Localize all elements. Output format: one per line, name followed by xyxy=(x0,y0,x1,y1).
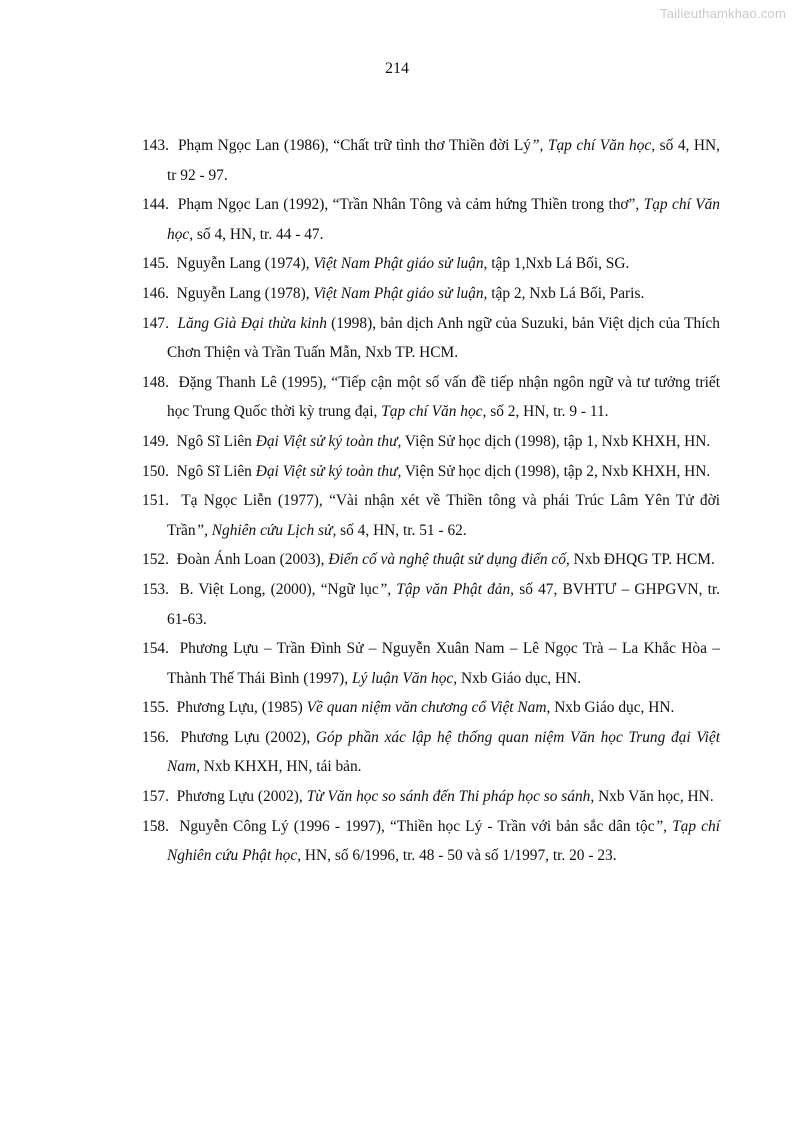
reference-text: Phương Lựu (2002), xyxy=(176,788,307,806)
reference-number: 152. xyxy=(142,551,169,569)
reference-text: Nxb Văn học, HN. xyxy=(594,788,714,806)
reference-number: 145. xyxy=(142,255,169,273)
reference-text: Nxb Giáo dục, HN. xyxy=(457,669,582,687)
reference-title-italic: ”, Nghiên cứu Lịch sử, xyxy=(195,521,337,539)
reference-number: 153. xyxy=(142,580,169,598)
reference-title-italic: ”, Tập văn Phật đản, xyxy=(378,580,515,598)
reference-title-italic: Đại Việt sử ký toàn thư, xyxy=(255,432,402,450)
watermark: Tailieuthamkhao.com xyxy=(660,6,786,21)
reference-text: Nguyễn Lang (1978), xyxy=(176,284,314,302)
reference-number: 154. xyxy=(142,640,169,658)
reference-text: Phương Lựu – Trần Đình Sử – Nguyễn Xuân Nam – Lê Ngọc Trà – La Khắc Hòa – Thành Thế Thái Bình (1997), xyxy=(167,640,720,687)
reference-text: Phương Lựu (2002), xyxy=(180,728,316,746)
reference-text: Phạm Ngọc Lan (1992), “Trần Nhân Tông và cảm hứng Thiền trong thơ”, xyxy=(177,196,644,214)
reference-entry xyxy=(142,279,720,309)
reference-title-italic: Điển cố và nghệ thuật sử dụng điển cố, xyxy=(328,551,570,569)
reference-entry xyxy=(142,190,720,249)
reference-number: 147. xyxy=(142,314,169,332)
reference-number: 146. xyxy=(142,284,169,302)
reference-title-italic: Tạp chí Văn học, xyxy=(381,403,487,421)
reference-text: số 4, HN, tr. 44 - 47. xyxy=(193,225,324,243)
reference-text: Viện Sử học dịch (1998), tập 1, Nxb KHXH, HN. xyxy=(401,432,711,450)
reference-text: tập 1,Nxb Lá Bối, SG. xyxy=(487,255,630,273)
reference-entry xyxy=(142,575,720,634)
reference-title-italic: Lý luận Văn học, xyxy=(351,669,458,687)
reference-title-italic: Đại Việt sử ký toàn thư, xyxy=(255,462,402,480)
reference-entry xyxy=(142,723,720,782)
reference-text: (1998), bản dịch Anh ngữ của Suzuki, bản Việt dịch của Thích Chơn Thiện và Trần Tuấn Mẫn, Nxb TP. HCM. xyxy=(167,314,720,362)
reference-entry xyxy=(142,368,720,427)
reference-entry xyxy=(142,693,720,723)
reference-text: Nguyễn Công Lý (1996 - 1997), “Thiền học Lý - Trần với bản sắc dân tộc xyxy=(179,817,655,835)
reference-text: , Nxb Giáo dục, HN. xyxy=(546,699,675,717)
reference-text: tập 2, Nxb Lá Bối, Paris. xyxy=(487,284,645,302)
reference-number: 144. xyxy=(142,196,169,214)
reference-text: Viện Sử học dịch (1998), tập 2, Nxb KHXH, HN. xyxy=(401,462,711,480)
reference-entry xyxy=(142,309,720,368)
reference-entry xyxy=(142,812,720,871)
reference-text: , HN, số 6/1996, tr. 48 - 50 và số 1/1997, tr. 20 - 23. xyxy=(297,847,617,865)
reference-entry xyxy=(142,545,720,575)
reference-number: 157. xyxy=(142,788,169,806)
reference-text: Đoàn Ánh Loan (2003), xyxy=(176,551,329,569)
reference-title-italic: Việt Nam Phật giáo sử luận, xyxy=(313,255,488,273)
page-number: 214 xyxy=(385,60,409,77)
reference-title-italic: ”, Tạp chí Nghiên cứu Phật học xyxy=(167,817,720,865)
reference-text: Nxb KHXH, HN, tái bản. xyxy=(199,758,362,776)
reference-entry xyxy=(142,427,720,457)
reference-text: số 4, HN, tr. 51 - 62. xyxy=(336,521,467,539)
reference-number: 155. xyxy=(142,699,169,717)
reference-entry xyxy=(142,457,720,487)
reference-number: 156. xyxy=(142,728,169,746)
reference-number: 158. xyxy=(142,817,169,835)
reference-text: Tạ Ngọc Liễn (1977), “Vài nhận xét về Thiền tông và phái Trúc Lâm Yên Tử đời Trần xyxy=(167,492,720,539)
reference-text: số 47, BVHTƯ – GHPGVN, tr. 61-63. xyxy=(167,580,720,628)
reference-text: Phạm Ngọc Lan (1986), “Chất trữ tình thơ Thiền đời Lý xyxy=(178,137,531,154)
reference-number: 150. xyxy=(142,462,169,480)
reference-number: 149. xyxy=(142,432,169,450)
reference-title-italic: Góp phần xác lập hệ thống quan niệm Văn học Trung đại Việt Nam, xyxy=(167,728,720,776)
reference-text: Đặng Thanh Lê (1995), “Tiếp cận một số vấn đề tiếp nhận ngôn ngữ và tư tưởng triết học Trung Quốc thời kỳ trung đại, xyxy=(167,373,720,421)
reference-text: Nguyễn Lang (1974), xyxy=(176,255,314,273)
reference-text: Nxb ĐHQG TP. HCM. xyxy=(569,551,715,569)
reference-entry xyxy=(142,782,720,812)
reference-number: 151. xyxy=(142,492,169,510)
reference-entry xyxy=(142,634,720,693)
reference-title-italic: Từ Văn học so sánh đến Thi pháp học so sánh, xyxy=(306,788,595,806)
reference-entry xyxy=(142,486,720,545)
reference-text: Phương Lựu, (1985) xyxy=(176,699,307,717)
reference-text: Ngô Sĩ Liên xyxy=(176,462,256,480)
reference-text: B. Việt Long, (2000), “Ngữ lục xyxy=(179,580,379,598)
reference-title-italic: Tạp chí Văn học, xyxy=(167,196,720,243)
reference-title-italic: Về quan niệm văn chương cổ Việt Nam xyxy=(306,699,547,717)
reference-entry xyxy=(142,249,720,279)
reference-title-italic: Lăng Già Đại thừa kinh xyxy=(177,314,327,332)
reference-title-italic: Việt Nam Phật giáo sử luận, xyxy=(313,284,488,302)
reference-list xyxy=(142,131,720,871)
reference-entry xyxy=(142,131,720,190)
reference-text: số 4, HN, tr 92 - 97. xyxy=(167,137,720,184)
reference-text: Ngô Sĩ Liên xyxy=(176,432,256,450)
reference-number: 148. xyxy=(142,373,169,391)
reference-title-italic: ”, Tạp chí Văn học, xyxy=(530,137,656,154)
reference-number: 143. xyxy=(142,137,169,154)
reference-text: số 2, HN, tr. 9 - 11. xyxy=(486,403,609,421)
